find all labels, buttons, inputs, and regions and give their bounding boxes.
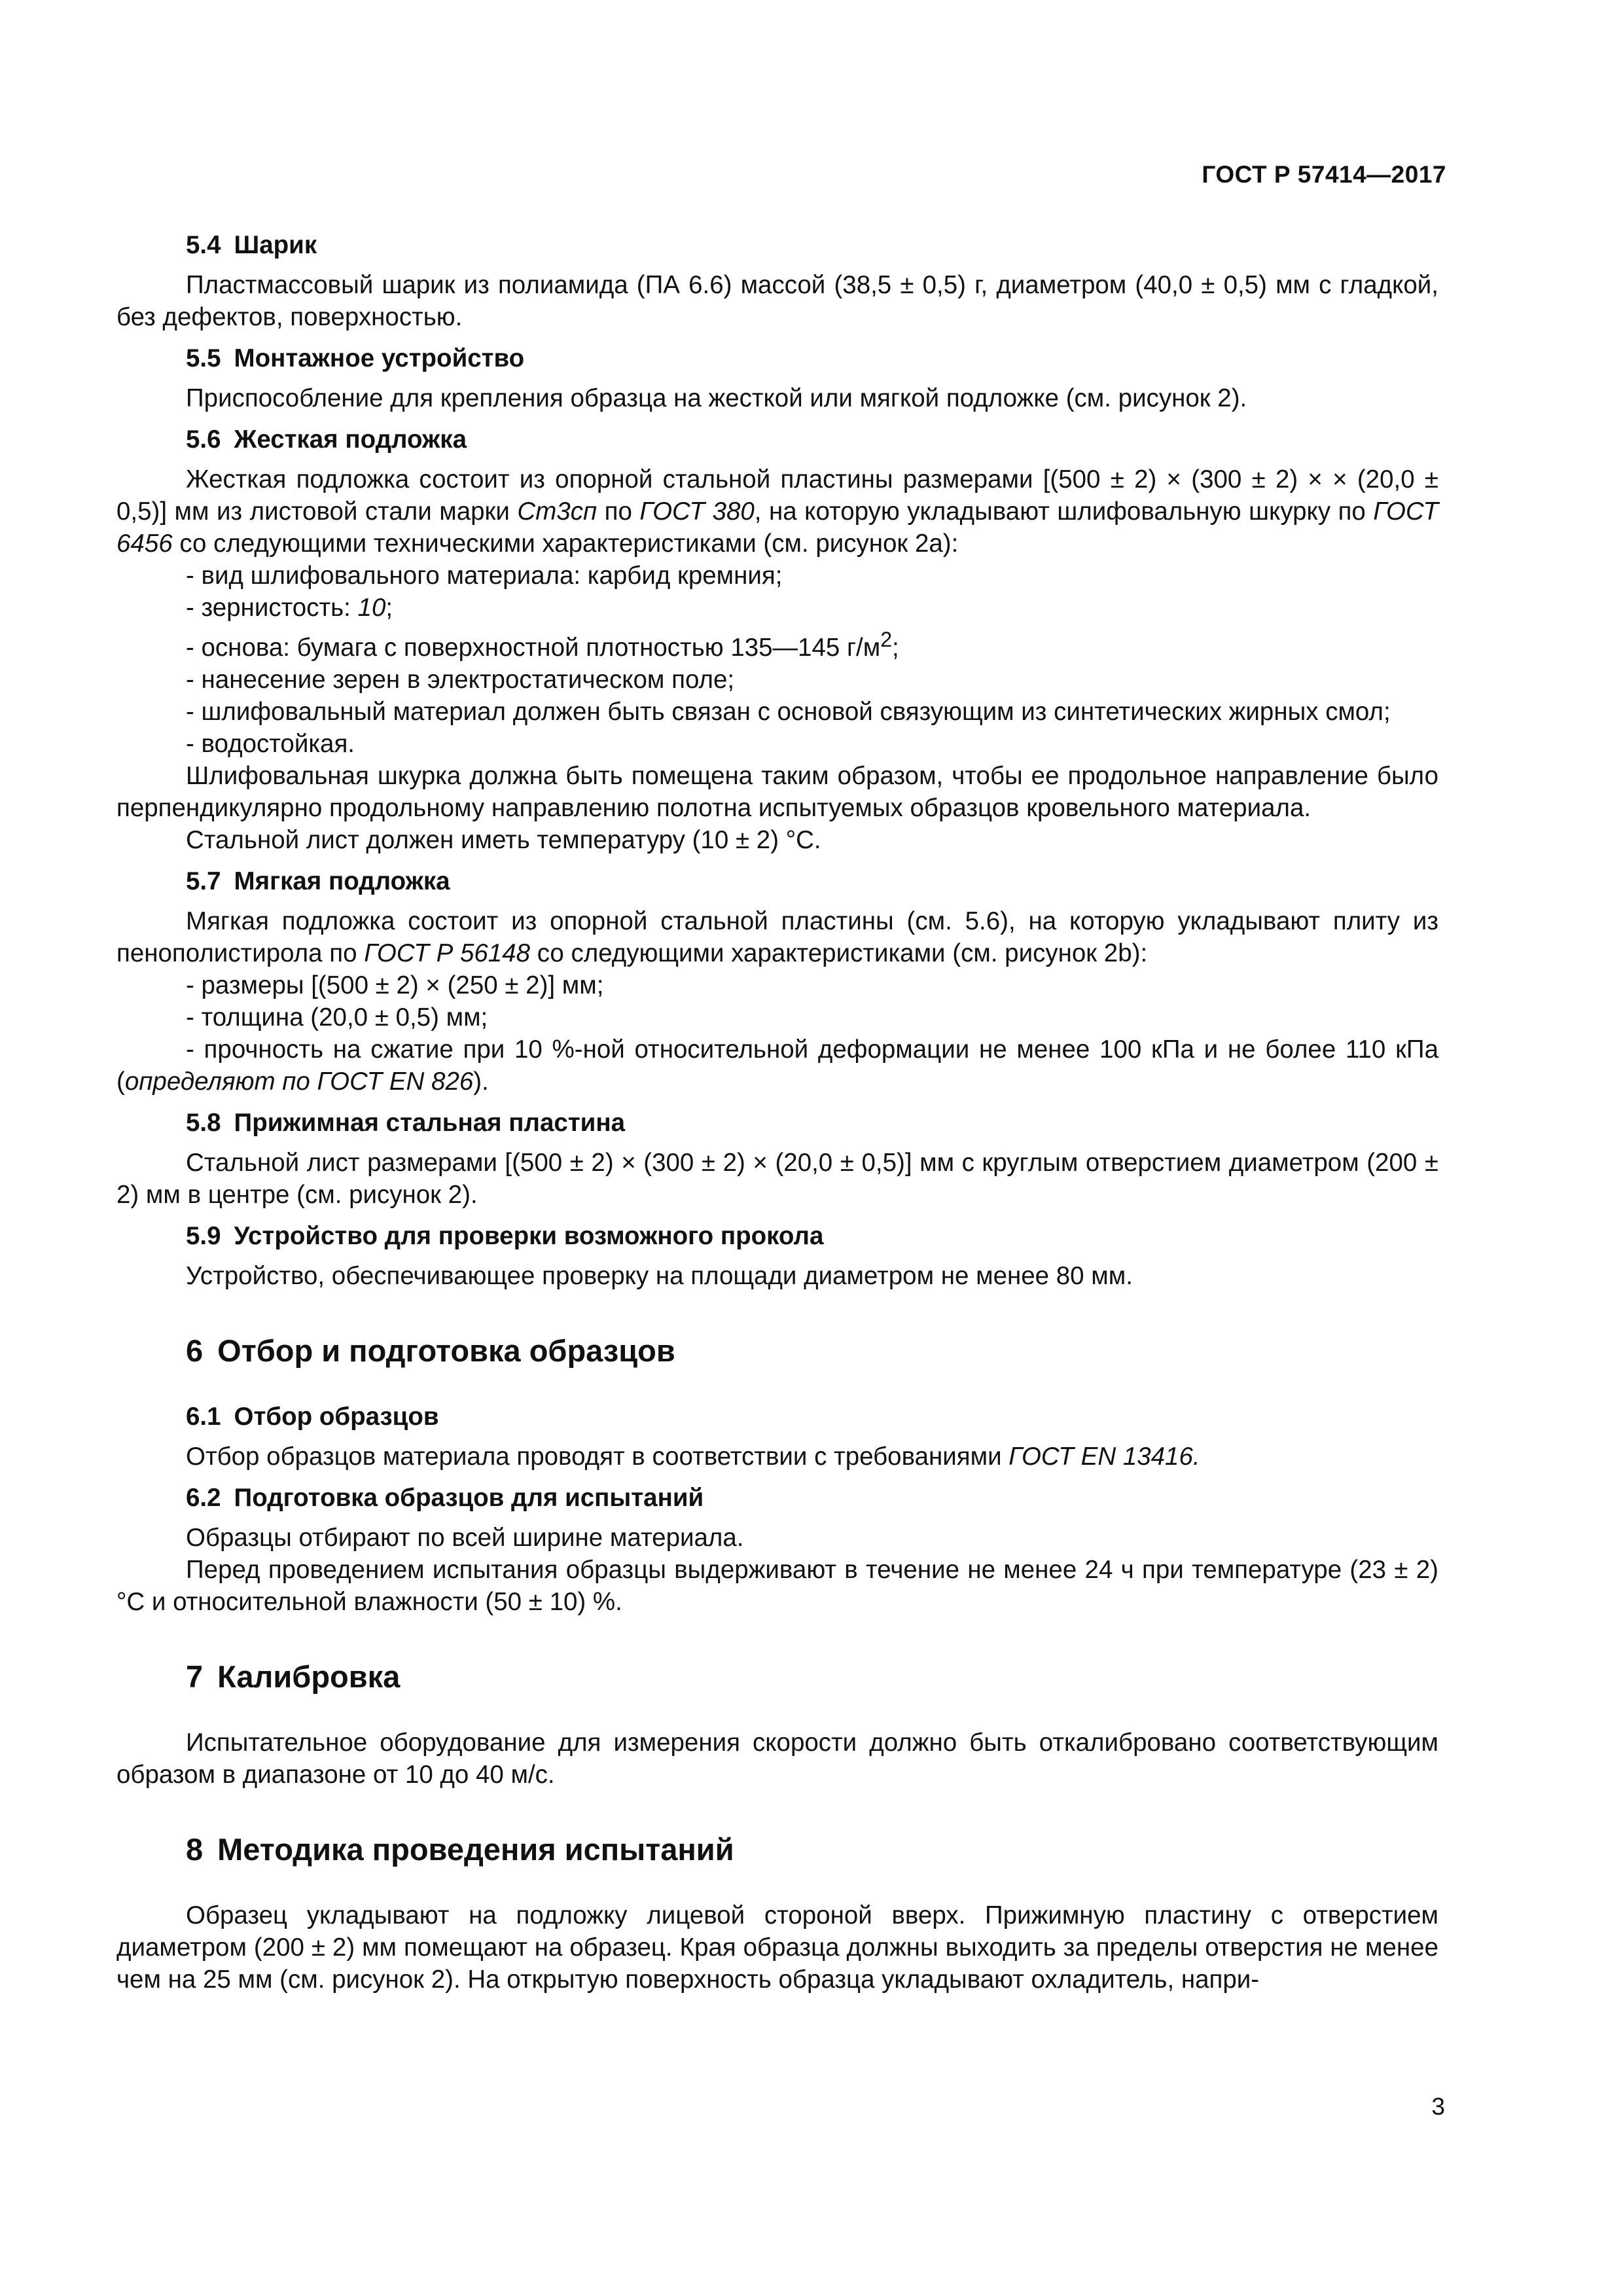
- subsection-5-9-heading: [186, 1220, 1438, 1252]
- paragraph: Стальной лист размерами [(500 ± 2) × (300 ± 2) × (20,0 ± 0,5)] мм с круглым отверстием диаметром (200 ± 2) мм в центре (см. рисунок 2).: [116, 1148, 1438, 1209]
- paragraph: [116, 905, 1438, 969]
- paragraph: Пластмассовый шарик из полиамида (ПА 6.6) массой (38,5 ± 0,5) г, диаметром (40,0 ± 0,5) мм с гладкой, без дефектов, поверхностью.: [116, 271, 1438, 331]
- text-run: ).: [473, 1067, 489, 1096]
- subsection-number: 5.8: [186, 1108, 221, 1137]
- list-item: - размеры [(500 ± 2) × (250 ± 2)] мм;: [186, 971, 604, 999]
- steel-grade: Ст3сп: [517, 497, 597, 526]
- paragraph: [116, 1441, 1438, 1473]
- list-item: - толщина (20,0 ± 0,5) мм;: [186, 1003, 488, 1031]
- subsection-number: 5.4: [186, 231, 221, 259]
- text-run: - зернистость:: [186, 594, 358, 622]
- section-7-heading: [186, 1659, 1438, 1695]
- standard-reference: ГОСТ 6456: [116, 497, 1438, 558]
- section-8-heading: [186, 1831, 1438, 1868]
- subsection-5-7-heading: [186, 865, 1438, 897]
- text-run: Мягкая подложка состоит из опорной стальной пластины (см. 5.6), на которую укладывают плиту из пенополистирола по: [116, 906, 1438, 967]
- subsection-5-5-heading: [186, 342, 1438, 374]
- section-title: Калибровка: [217, 1659, 401, 1694]
- subsection-title: Монтажное устройство: [234, 344, 525, 372]
- paragraph: [116, 463, 1438, 560]
- subsection-number: 5.7: [186, 867, 221, 895]
- subsection-number: 6.2: [186, 1483, 221, 1512]
- section-number: 7: [186, 1659, 204, 1694]
- subsection-5-8-heading: [186, 1107, 1438, 1139]
- section-number: 6: [186, 1333, 204, 1368]
- page-number: 3: [1431, 2093, 1445, 2120]
- subsection-number: 5.6: [186, 425, 221, 454]
- subsection-title: Мягкая подложка: [234, 867, 450, 895]
- text-run: - основа: бумага с поверхностной плотностью 135—145 г/м: [186, 633, 881, 662]
- standard-reference: ГОСТ 380: [639, 497, 755, 526]
- list-item: - нанесение зерен в электростатическом поле;: [186, 665, 735, 694]
- standard-reference: ГОСТ Р 56148: [364, 939, 531, 967]
- paragraph: Приспособление для крепления образца на жесткой или мягкой подложке (см. рисунок 2).: [186, 384, 1247, 412]
- subsection-title: Жесткая подложка: [234, 425, 467, 454]
- text-run: со следующими техническими характеристиками (см. рисунок 2а):: [172, 529, 959, 558]
- subsection-6-1-heading: [186, 1401, 1438, 1433]
- list-item: [116, 1033, 1438, 1098]
- paragraph: Образцы отбирают по всей ширине материала.: [186, 1523, 744, 1552]
- document-header: ГОСТ Р 57414—2017: [1202, 161, 1446, 188]
- subsection-title: Подготовка образцов для испытаний: [234, 1483, 704, 1512]
- superscript: 2: [880, 628, 893, 651]
- text-run: по: [597, 497, 640, 526]
- page-content: [116, 229, 1438, 1996]
- text-run: Отбор образцов материала проводят в соответствии с требованиями: [186, 1442, 1009, 1471]
- subsection-5-6-heading: [186, 423, 1438, 456]
- paragraph: Образец укладывают на подложку лицевой стороной вверх. Прижимную пластину с отверстием диаметром (200 ± 2) мм помещают на образец. Края образца должны выходить за пределы отверстия не менее чем на 25 мм (см. рисунок 2). На открытую поверхность образца укладывают охладитель, напри-: [116, 1901, 1438, 1994]
- subsection-number: 5.5: [186, 344, 221, 372]
- grit-value: 10: [357, 594, 386, 622]
- subsection-title: Прижимная стальная пластина: [234, 1108, 626, 1137]
- standard-reference: ГОСТ EN 13416.: [1008, 1442, 1200, 1471]
- subsection-title: Шарик: [234, 231, 317, 259]
- text-run: Жесткая подложка состоит из опорной стальной пластины размерами [(500 ± 2) × (300 ± 2) × × (20,0 ± 0,5)] мм из листовой стали марки: [116, 465, 1438, 526]
- paragraph: Устройство, обеспечивающее проверку на площади диаметром не менее 80 мм.: [186, 1261, 1133, 1290]
- text-run: ;: [892, 633, 899, 662]
- list-item: [186, 624, 1438, 664]
- standard-reference: определяют по ГОСТ EN 826: [124, 1067, 474, 1096]
- text-run: , на которую укладывают шлифовальную шкурку по: [754, 497, 1374, 526]
- subsection-5-4-heading: [186, 229, 1438, 261]
- section-6-heading: [186, 1333, 1438, 1369]
- paragraph: Испытательное оборудование для измерения скорости должно быть откалибровано соответствующим образом в диапазоне от 10 до 40 м/с.: [116, 1728, 1438, 1789]
- list-item: - шлифовальный материал должен быть связан с основой связующим из синтетических жирных смол;: [186, 697, 1391, 726]
- paragraph: Перед проведением испытания образцы выдерживают в течение не менее 24 ч при температуре (23 ± 2) °С и относительной влажности (50 ± 10) %.: [116, 1555, 1438, 1616]
- subsection-title: Отбор образцов: [234, 1402, 439, 1431]
- paragraph: Стальной лист должен иметь температуру (10 ± 2) °С.: [186, 825, 821, 854]
- list-item: [186, 592, 1438, 624]
- subsection-title: Устройство для проверки возможного прокола: [234, 1221, 824, 1250]
- text-run: - прочность на сжатие при 10 %-ной относительной деформации не менее 100 кПа и не более 110 кПа (: [116, 1035, 1438, 1096]
- subsection-number: 6.1: [186, 1402, 221, 1431]
- text-run: со следующими характеристиками (см. рисунок 2b):: [530, 939, 1148, 967]
- paragraph: Шлифовальная шкурка должна быть помещена таким образом, чтобы ее продольное направление было перпендикулярно продольному направлению полотна испытуемых образцов кровельного материала.: [116, 761, 1438, 822]
- subsection-6-2-heading: [186, 1482, 1438, 1514]
- text-run: ;: [385, 594, 393, 622]
- list-item: - водостойкая.: [186, 729, 355, 758]
- section-title: Отбор и подготовка образцов: [217, 1333, 675, 1368]
- section-title: Методика проведения испытаний: [217, 1831, 734, 1867]
- list-item: - вид шлифовального материала: карбид кремния;: [186, 562, 783, 590]
- section-number: 8: [186, 1831, 204, 1867]
- subsection-number: 5.9: [186, 1221, 221, 1250]
